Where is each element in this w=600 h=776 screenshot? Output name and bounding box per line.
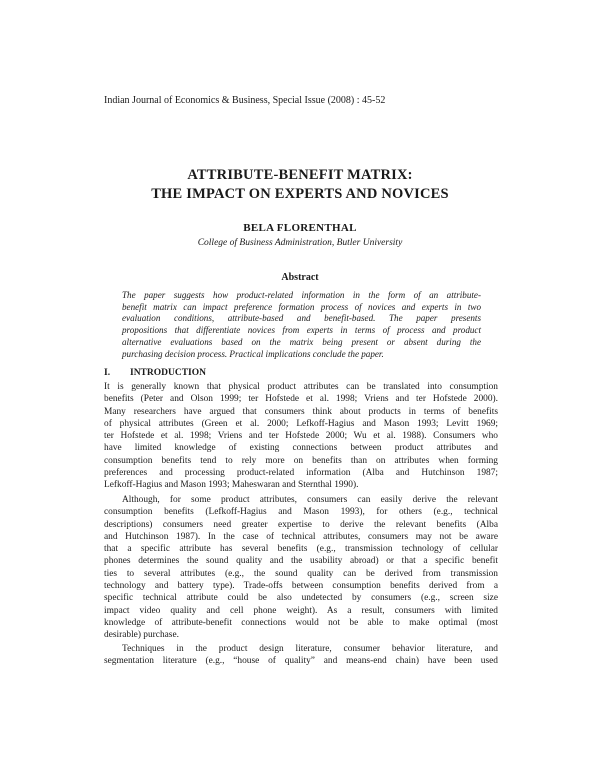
text-line: specific technical attribute could be also undetected by consumers (e.g., screen size [104,593,498,604]
text-line: descriptions) consumers need greater expertise to derive the relevant benefits (Alba [104,519,498,530]
text-line: ter Hofstede et al. 1998; Vriens and ter Hofstede 2000; Wu et al. 1988). Consumers who [104,431,498,442]
text-line: It is generally known that physical product attributes can be translated into consumption [104,382,498,392]
text-line: have limited knowledge of existing connections between product attributes and [104,443,498,454]
text-line: Many researchers have argued that consumers think about products in terms of benefits [104,406,498,417]
title-line: THE IMPACT ON EXPERTS AND NOVICES [151,186,449,202]
text-line: knowledge of attribute-benefit connections would not be able to make optimal (most [104,617,498,628]
text-line: segmentation literature (e.g., “house of quality” and means-end chain) have been used [104,656,498,667]
abstract-line: propositions that differentiate novices from experts in terms of process and product [122,325,481,336]
text-line: Although, for some product attributes, consumers can easily derive the relevant [122,495,498,505]
body-paragraph [104,643,498,668]
title-line: ATTRIBUTE-BENEFIT MATRIX: [187,167,413,183]
section-number: I. [104,368,111,378]
abstract-line: benefit matrix can impact preference formation process of novices and experts in two [122,301,481,312]
text-line: and Hutchinson 1987). In the case of technical attributes, consumers may not be aware [104,531,498,542]
section-title: INTRODUCTION [130,368,207,378]
paper-title [0,166,600,204]
section-heading [104,368,206,378]
text-line: consumption benefits tend to rely more on benefits than on attributes when forming [104,455,498,466]
text-line: Lefkoff-Hagius and Mason 1993; Maheswaran and Sternthal 1990). [104,480,359,491]
body-paragraph [104,494,498,642]
abstract-line: The paper suggests how product-related information in the form of an attribute- [122,290,481,300]
abstract-line: purchasing decision process. Practical implications conclude the paper. [122,348,384,359]
text-line: ties to several attributes (e.g., the sound quality can be derived from transmission [104,568,498,579]
text-line: impact video quality and cell phone weight). As a result, consumers with limited [104,605,498,616]
abstract-heading: Abstract [281,272,319,283]
abstract-line: alternative evaluations based on the matrix being present or absent during the [122,336,481,347]
author-affiliation: College of Business Administration, Butler University [197,238,403,248]
text-line: preferences and processing product-related information (Alba and Hutchinson 1987; [104,468,498,479]
text-line: benefits (Peter and Olson 1999; ter Hofstede et al. 1998; Vriens and ter Hofstede 2000). [104,394,498,405]
abstract-line: evaluation conditions, attribute-based and benefit-based. The paper presents [122,313,481,324]
text-line: technology and battery type). Trade-offs between consumption benefits derived from a [104,581,498,592]
abstract-text [122,290,481,360]
body-paragraph [104,381,498,492]
text-line: that a specific attribute has several benefits (e.g., transmission technology of cellular [104,544,498,555]
text-line: of physical attributes (Green et al. 2000; Lefkoff-Hagius and Mason 1993; Levitt 1969; [104,418,498,429]
text-line: desirable) purchase. [104,630,179,641]
journal-citation: Indian Journal of Economics & Business, Special Issue (2008) : 45-52 [104,95,386,106]
text-line: Techniques in the product design literature, consumer behavior literature, and [122,644,498,654]
author-name: BELA FLORENTHAL [243,222,357,234]
text-line: consumption benefits (Lefkoff-Hagius and Mason 1993), for others (e.g., technical [104,507,498,518]
text-line: phones determines the sound quality and the usability abroad) or that a specific benefit [104,556,498,567]
